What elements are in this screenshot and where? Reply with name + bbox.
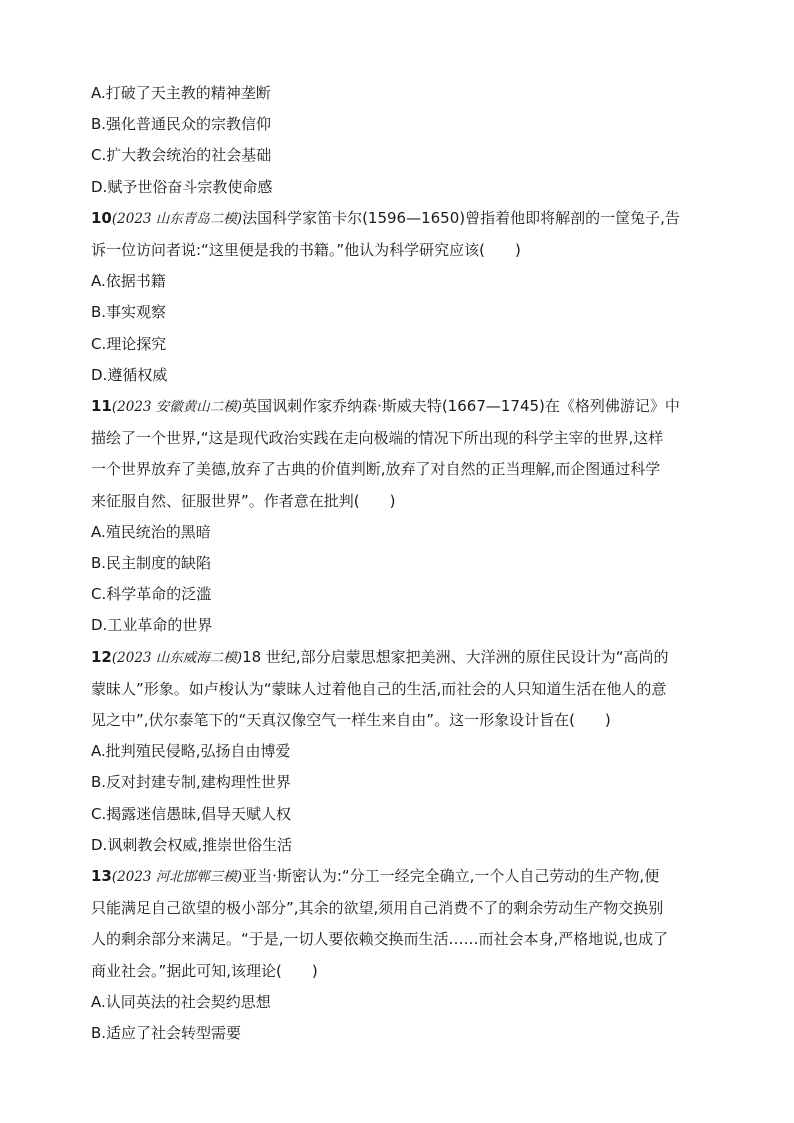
q13-source: (2023 河北邯郸三模)	[111, 869, 243, 886]
q13-stem-line-1	[91, 861, 711, 893]
question-page	[91, 78, 711, 1049]
q13-stem-line-3: 人的剩余部分来满足。“于是,一切人要依赖交换而生活……而社会本身,严格地说,也成了	[91, 930, 669, 949]
q11-option-c: C.科学革命的泛滥	[91, 585, 212, 604]
q9-option-c: C.扩大教会统治的社会基础	[91, 146, 272, 165]
q12-option-c: C.揭露迷信愚昧,倡导天赋人权	[91, 804, 292, 823]
q12-number: 12	[91, 647, 112, 666]
q10-option-c: C.理论探究	[91, 334, 167, 353]
q11-stem-line-1	[91, 391, 711, 423]
q12-stem-line-2: 蒙昧人”形象。如卢梭认为“蒙昧人过着他自己的生活,而社会的人只知道生活在他人的意	[91, 679, 667, 698]
q12-stem-line-1	[91, 642, 711, 674]
q11-stem-line-4: 来征服自然、征服世界”。作者意在批判( )	[91, 491, 396, 510]
q13-number: 13	[91, 867, 112, 886]
q10-stem-line-1	[91, 203, 711, 235]
q13-option-a: A.认同英法的社会契约思想	[91, 992, 271, 1011]
q10-number: 10	[91, 208, 112, 227]
q10-option-b: B.事实观察	[91, 303, 167, 322]
q12-option-a: A.批判殖民侵略,弘扬自由博爱	[91, 742, 291, 761]
q11-option-a: A.殖民统治的黑暗	[91, 522, 211, 541]
q11-option-b: B.民主制度的缺陷	[91, 554, 212, 573]
q12-source: (2023 山东威海二模)	[111, 649, 243, 666]
q10-source: (2023 山东青岛二模)	[111, 210, 243, 227]
q13-option-b: B.适应了社会转型需要	[91, 1024, 242, 1043]
q13-stem-line-2: 只能满足自己欲望的极小部分”,其余的欲望,须用自己消费不了的剩余劳动生产物交换别	[91, 899, 664, 918]
q13-stem-text-1: 亚当·斯密认为:“分工一经完全确立,一个人自己劳动的生产物,便	[242, 867, 660, 886]
q12-stem-line-3: 见之中”,伏尔泰笔下的“天真汉像空气一样生来自由”。这一形象设计旨在( )	[91, 711, 611, 730]
q12-option-d: D.讽刺教会权威,推崇世俗生活	[91, 835, 293, 854]
q10-stem-text-1: 法国科学家笛卡尔(1596—1650)曾指着他即将解剖的一筐兔子,告	[242, 208, 680, 227]
q9-option-a: A.打破了天主教的精神垄断	[91, 84, 271, 102]
q12-stem-text-1: 18 世纪,部分启蒙思想家把美洲、大洋洲的原住民设计为“高尚的	[242, 647, 669, 666]
q9-option-d: D.赋予世俗奋斗宗教使命感	[91, 177, 273, 196]
q11-stem-line-3: 一个世界放弃了美德,放弃了古典的价值判断,放弃了对自然的正当理解,而企图通过科学	[91, 460, 661, 479]
q10-option-a: A.依据书籍	[91, 272, 166, 291]
q11-source: (2023 安徽黄山二模)	[111, 399, 243, 416]
q11-stem-text-1: 英国讽刺作家乔纳森·斯威夫特(1667—1745)在《格列佛游记》中	[242, 397, 680, 416]
q11-stem-line-2: 描绘了一个世界,“这是现代政治实践在走向极端的情况下所出现的科学主宰的世界,这样	[91, 429, 664, 448]
q10-stem-line-2: 诉一位访问者说:“这里便是我的书籍。”他认为科学研究应该( )	[91, 241, 521, 260]
q9-option-b: B.强化普通民众的宗教信仰	[91, 115, 272, 134]
q13-stem-line-4: 商业社会。”据此可知,该理论( )	[91, 961, 318, 980]
q10-option-d: D.遵循权威	[91, 365, 168, 384]
q12-option-b: B.反对封建专制,建构理性世界	[91, 773, 291, 792]
q11-option-d: D.工业革命的世界	[91, 616, 213, 635]
q11-number: 11	[91, 397, 112, 416]
